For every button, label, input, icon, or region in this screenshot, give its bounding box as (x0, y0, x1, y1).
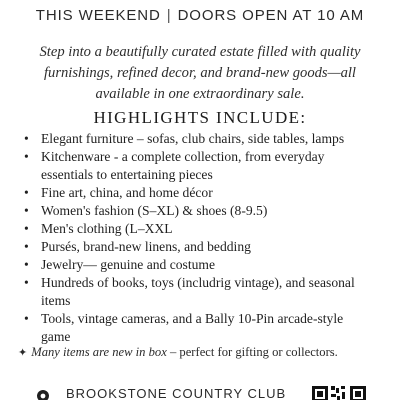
highlights-list (24, 130, 374, 346)
list-item-text: Women's fashion (S–XL) & shoes (8-9.5) (41, 202, 268, 218)
location-pin-icon (36, 389, 50, 400)
list-item (24, 220, 374, 238)
list-item (24, 238, 374, 256)
note-italic-text: Many items are new in box (31, 345, 167, 359)
event-banner (0, 7, 400, 24)
list-item (24, 184, 374, 202)
list-item (24, 256, 374, 274)
bullet-icon: • (24, 275, 29, 291)
list-item-text: Elegant furniture – sofas, club chairs, side tables, lamps (41, 131, 345, 146)
bullet-icon: • (24, 149, 29, 165)
list-item (24, 130, 374, 148)
intro-paragraph: Step into a beautifully curated estate filled with quality furnishings, refined decor, and brand-new goods—all available in one extraordinary sale. (39, 44, 361, 102)
list-item-text: Kitchenware - a complete collection, from everyday essentials to entertaining pieces (41, 149, 325, 182)
footer (0, 380, 400, 400)
bullet-icon: • (24, 131, 29, 146)
list-item-text: Pursés, brand-new linens, and bedding (41, 239, 251, 255)
bullet-icon: • (24, 184, 29, 200)
bullet-icon: • (24, 202, 29, 218)
highlights-heading: HIGHLIGHTS INCLUDE: (93, 108, 307, 127)
qr-code-icon[interactable] (312, 386, 366, 400)
event-when: THIS WEEKEND (35, 7, 161, 24)
list-item (24, 310, 374, 345)
bullet-icon: • (24, 220, 29, 236)
new-in-box-note (18, 345, 388, 360)
bullet-icon: • (24, 257, 29, 273)
list-item-text: Men's clothing (L–XXL (41, 220, 173, 236)
banner-separator: | (166, 7, 172, 24)
bullet-icon: • (24, 310, 29, 326)
doors-open-time: DOORS OPEN AT 10 AM (177, 7, 365, 24)
sparkle-icon: ✦ (18, 346, 28, 359)
list-item (24, 202, 374, 220)
note-rest-text: – perfect for gifting or collectors. (169, 345, 338, 359)
list-item (24, 274, 374, 309)
venue-name: BROOKSTONE COUNTRY CLUB (66, 386, 287, 400)
bullet-icon: • (24, 239, 29, 255)
list-item-text: Jewelry— genuine and costume (41, 257, 216, 273)
list-item-text: Hundreds of books, toys (includrig vintage), and seasonal items (41, 275, 355, 308)
list-item-text: Fine art, china, and home décor (41, 184, 213, 200)
list-item (24, 148, 374, 183)
list-item-text: Tools, vintage cameras, and a Bally 10-Pin arcade-style game (41, 310, 344, 344)
